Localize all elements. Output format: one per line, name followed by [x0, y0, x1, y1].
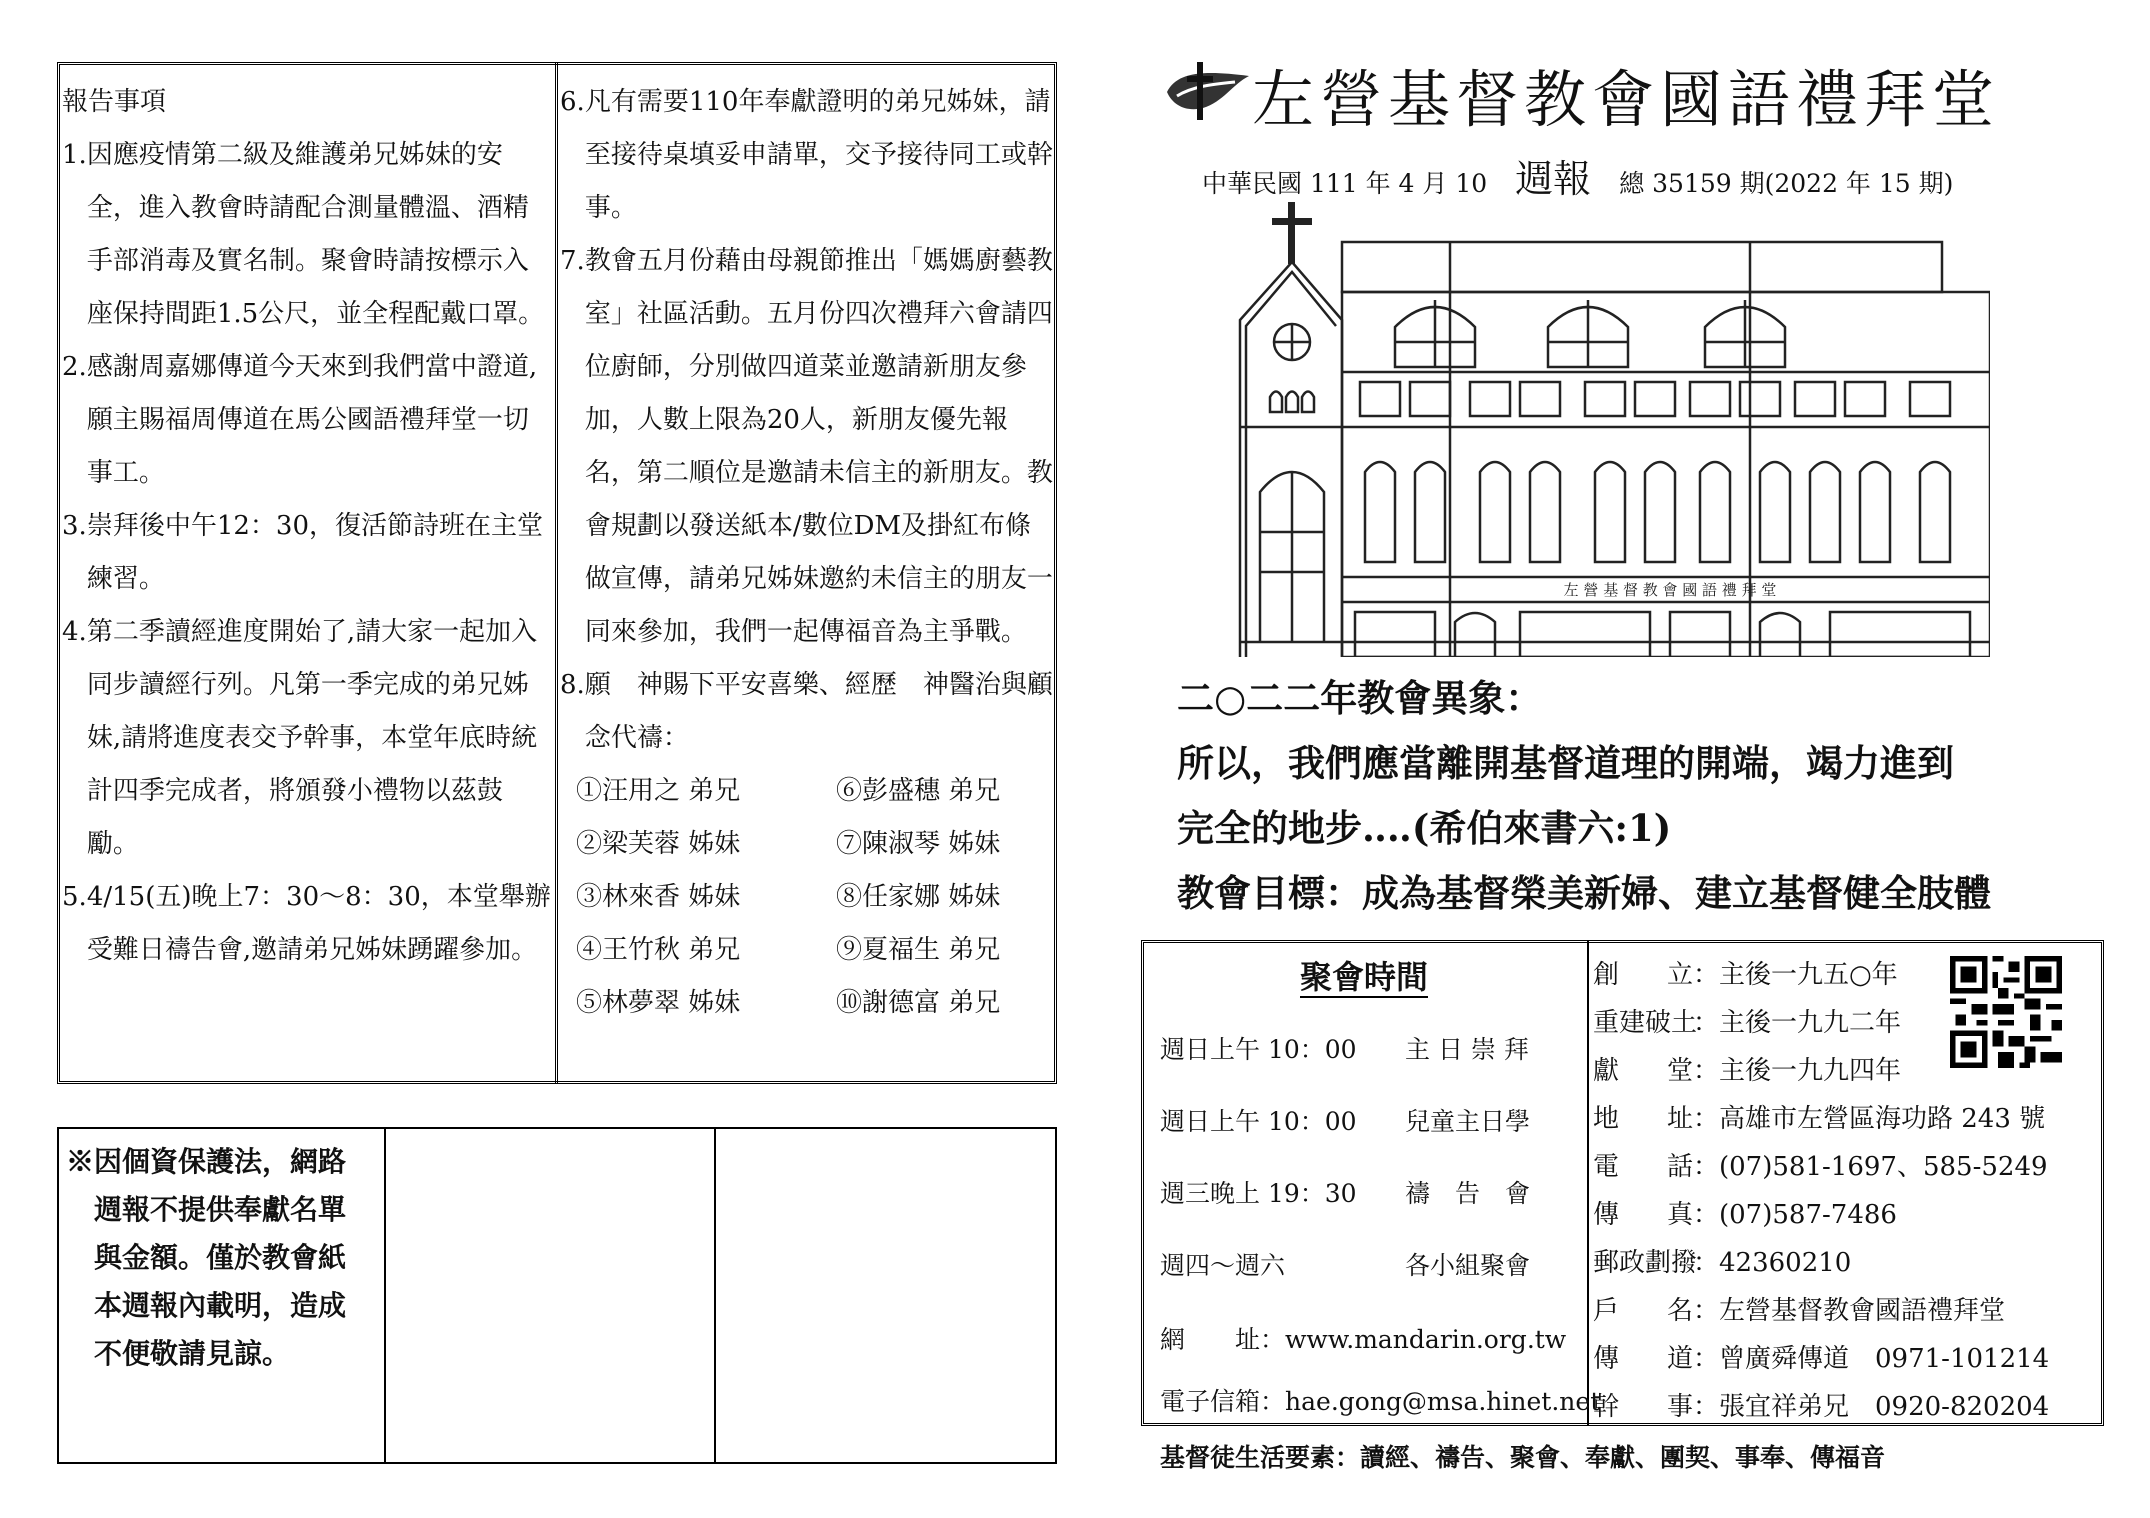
- announcement-item: [560, 76, 1055, 235]
- info-value: ：(07)587-7486: [1693, 1200, 1897, 1230]
- info-label: 郵政劃撥: [1593, 1248, 1698, 1278]
- meeting-row: [1160, 1174, 1530, 1210]
- info-value: ：主後一九九四年: [1693, 1056, 1902, 1086]
- info-value: ：42360210: [1693, 1248, 1852, 1278]
- meeting-name: 各小組聚會: [1405, 1251, 1531, 1280]
- website-row: [1160, 1320, 1566, 1356]
- info-value: ：高雄市左營區海功路 243 號: [1693, 1104, 2046, 1134]
- privacy-notice: [66, 1138, 378, 1378]
- prayer-name: ③林來香 姊妹: [576, 882, 741, 912]
- announcement-item: [62, 341, 552, 500]
- meeting-time: 週三晚上 19：30: [1160, 1179, 1357, 1208]
- info-label: 電話: [1593, 1152, 1693, 1182]
- info-value: ：左營基督教會國語禮拜堂: [1693, 1296, 2006, 1326]
- prayer-name: ①汪用之 弟兄: [576, 776, 741, 806]
- prayer-list: [560, 765, 1055, 1030]
- meeting-times-heading: 聚會時間: [1299, 958, 1428, 996]
- info-row: [1593, 1098, 2045, 1135]
- info-value: ：(07)581-1697、585-5249: [1693, 1152, 2048, 1182]
- notice-divider: [384, 1127, 386, 1464]
- bulletin-label: 週報: [1515, 157, 1592, 201]
- prayer-name: ②梁芙蓉 姊妹: [576, 829, 741, 859]
- bulletin-date: 中華民國 111 年 4 月 10: [1202, 169, 1488, 198]
- website-label: 網 址：: [1160, 1325, 1286, 1354]
- announcement-item: [560, 235, 1055, 659]
- info-label: 傳真: [1593, 1200, 1693, 1230]
- announcements-heading: 報告事項: [62, 87, 167, 117]
- meeting-name: 兒童主日學: [1405, 1107, 1531, 1136]
- info-label: 創立: [1593, 960, 1693, 990]
- bulletin-info: [1202, 148, 1953, 203]
- prayer-name: ⑦陳淑琴 姊妹: [836, 829, 1001, 859]
- prayer-name: ④王竹秋 弟兄: [576, 935, 741, 965]
- meeting-name: 禱 告 會: [1405, 1179, 1531, 1208]
- notice-line: 與金額。僅於教會紙: [94, 1241, 347, 1274]
- info-value: ：主後一九五○年: [1693, 960, 1898, 990]
- announcement-item: [62, 129, 552, 341]
- info-row: [1593, 1290, 2005, 1327]
- info-label: 幹事: [1593, 1392, 1693, 1422]
- item-text: 願 神賜下平安喜樂、經歷 神醫治與顧念代禱：: [584, 670, 1053, 753]
- prayer-name: ⑨夏福生 弟兄: [836, 935, 1001, 965]
- prayer-name: ⑥彭盛穗 弟兄: [836, 776, 1001, 806]
- item-text: 教會五月份藉由母親節推出「媽媽廚藝教室」社區活動。五月份四次禮拜六會請四位廚師，分別做四道菜並邀請新朋友參加，人數上限為20人，新朋友優先報名，第二順位是邀請未信主的新朋友。教會規劃以發送紙本/數位DM及掛紅布條做宣傳，請弟兄姊妹邀約未信主的朋友一同來參加，我們一起傳福音為主爭戰。: [584, 246, 1053, 647]
- email-label: 電子信箱：: [1160, 1387, 1286, 1416]
- info-row: [1593, 954, 1898, 991]
- item-text: 凡有需要110年奉獻證明的弟兄姊妹，請至接待桌填妥申請單，交予接待同工或幹事。: [584, 87, 1053, 223]
- meeting-row: [1160, 1246, 1530, 1282]
- info-row: [1593, 1146, 2048, 1183]
- meeting-row: [1160, 1102, 1530, 1138]
- info-row: [1593, 1338, 2049, 1375]
- meeting-time: 週日上午 10：00: [1160, 1035, 1357, 1064]
- church-logo-icon: [1163, 62, 1253, 120]
- church-building-illustration: [1230, 202, 1990, 657]
- church-title: 左營基督教會國語禮拜堂: [1252, 63, 2001, 136]
- announcement-item: [560, 659, 1055, 765]
- info-value: ：張宜祥弟兄 0920-820204: [1693, 1392, 2050, 1422]
- notice-line: 本週報內載明，造成: [94, 1289, 347, 1322]
- meeting-times-title: [1141, 952, 1587, 998]
- item-number: 3.: [62, 511, 87, 541]
- item-text: 4/15(五)晚上7：30～8：30，本堂舉辦受難日禱告會,邀請弟兄姊妹踴躍參加。: [86, 882, 551, 965]
- announcements-divider: [555, 62, 558, 1084]
- prayer-name: ⑤林夢翠 姊妹: [576, 988, 741, 1018]
- info-label: 重建破土: [1593, 1008, 1698, 1038]
- meeting-time: 週四～週六: [1160, 1251, 1286, 1280]
- info-label: 獻堂: [1593, 1056, 1693, 1086]
- info-row: [1593, 1194, 1897, 1231]
- item-number: 8.: [560, 670, 585, 700]
- announcement-item: [62, 500, 552, 606]
- info-row: [1593, 1002, 1901, 1039]
- announcement-item: [62, 606, 552, 871]
- meeting-name: 主 日 崇 拜: [1405, 1035, 1529, 1064]
- info-label: 地址: [1593, 1104, 1693, 1134]
- item-number: 2.: [62, 352, 87, 382]
- qr-code-icon[interactable]: [1950, 956, 2062, 1068]
- info-row: [1593, 1242, 1851, 1279]
- info-label: 戶名: [1593, 1296, 1693, 1326]
- info-value: ：主後一九九二年: [1693, 1008, 1902, 1038]
- bulletin-issue: 總 35159 期(2022 年 15 期): [1619, 169, 1954, 198]
- christian-life-essentials: 基督徒生活要素：讀經、禱告、聚會、奉獻、團契、事奉、傳福音: [1160, 1443, 1886, 1472]
- email-link[interactable]: hae.gong@msa.hinet.net: [1285, 1387, 1601, 1416]
- item-text: 感謝周嘉娜傳道今天來到我們當中證道,願主賜福周傳道在馬公國語禮拜堂一切事工。: [86, 352, 538, 488]
- item-number: 4.: [62, 617, 87, 647]
- item-number: 5.: [62, 882, 87, 912]
- vision-verse-line1: 所以，我們應當離開基督道理的開端，竭力進到: [1177, 741, 1954, 785]
- announcement-item: [62, 871, 552, 977]
- notice-line: ※因個資保護法，網路: [66, 1145, 347, 1178]
- info-label: 傳道: [1593, 1344, 1693, 1374]
- notice-divider: [714, 1127, 716, 1464]
- info-row: [1593, 1386, 2049, 1423]
- meeting-row: [1160, 1030, 1529, 1066]
- website-link[interactable]: www.mandarin.org.tw: [1285, 1325, 1567, 1354]
- prayer-name: ⑩謝德富 弟兄: [836, 988, 1001, 1018]
- notice-line: 不便敬請見諒。: [94, 1337, 291, 1370]
- meeting-info-divider: [1587, 940, 1589, 1426]
- announcements-right-column: [560, 76, 1055, 1030]
- item-number: 7.: [560, 246, 585, 276]
- item-number: 1.: [62, 140, 87, 170]
- item-number: 6.: [560, 87, 585, 117]
- notice-line: 週報不提供奉獻名單: [94, 1193, 347, 1226]
- item-text: 因應疫情第二級及維護弟兄姊妹的安全，進入教會時請配合測量體溫、酒精手部消毒及實名制。聚會時請按標示入座保持間距1.5公尺，並全程配戴口罩。: [86, 140, 545, 329]
- building-sign: 左 營 基 督 教 會 國 語 禮 拜 堂: [1563, 581, 1777, 599]
- church-goal: 教會目標：成為基督榮美新婦、建立基督健全肢體: [1177, 871, 1991, 915]
- vision-title: 二○二二年教會異象：: [1177, 676, 1543, 720]
- announcements-left-column: [62, 76, 552, 977]
- prayer-name: ⑧任家娜 姊妹: [836, 882, 1001, 912]
- info-value: ：曾廣舜傳道 0971-101214: [1693, 1344, 2050, 1374]
- item-text: 崇拜後中午12：30，復活節詩班在主堂練習。: [86, 511, 543, 594]
- info-row: [1593, 1050, 1901, 1087]
- meeting-time: 週日上午 10：00: [1160, 1107, 1357, 1136]
- vision-verse-line2: 完全的地步‥‥(希伯來書六:1): [1177, 806, 1672, 850]
- item-text: 第二季讀經進度開始了,請大家一起加入同步讀經行列。凡第一季完成的弟兄姊妹,請將進度表交予幹事，本堂年底時統計四季完成者，將頒發小禮物以茲鼓勵。: [86, 617, 538, 859]
- email-row: [1160, 1382, 1600, 1418]
